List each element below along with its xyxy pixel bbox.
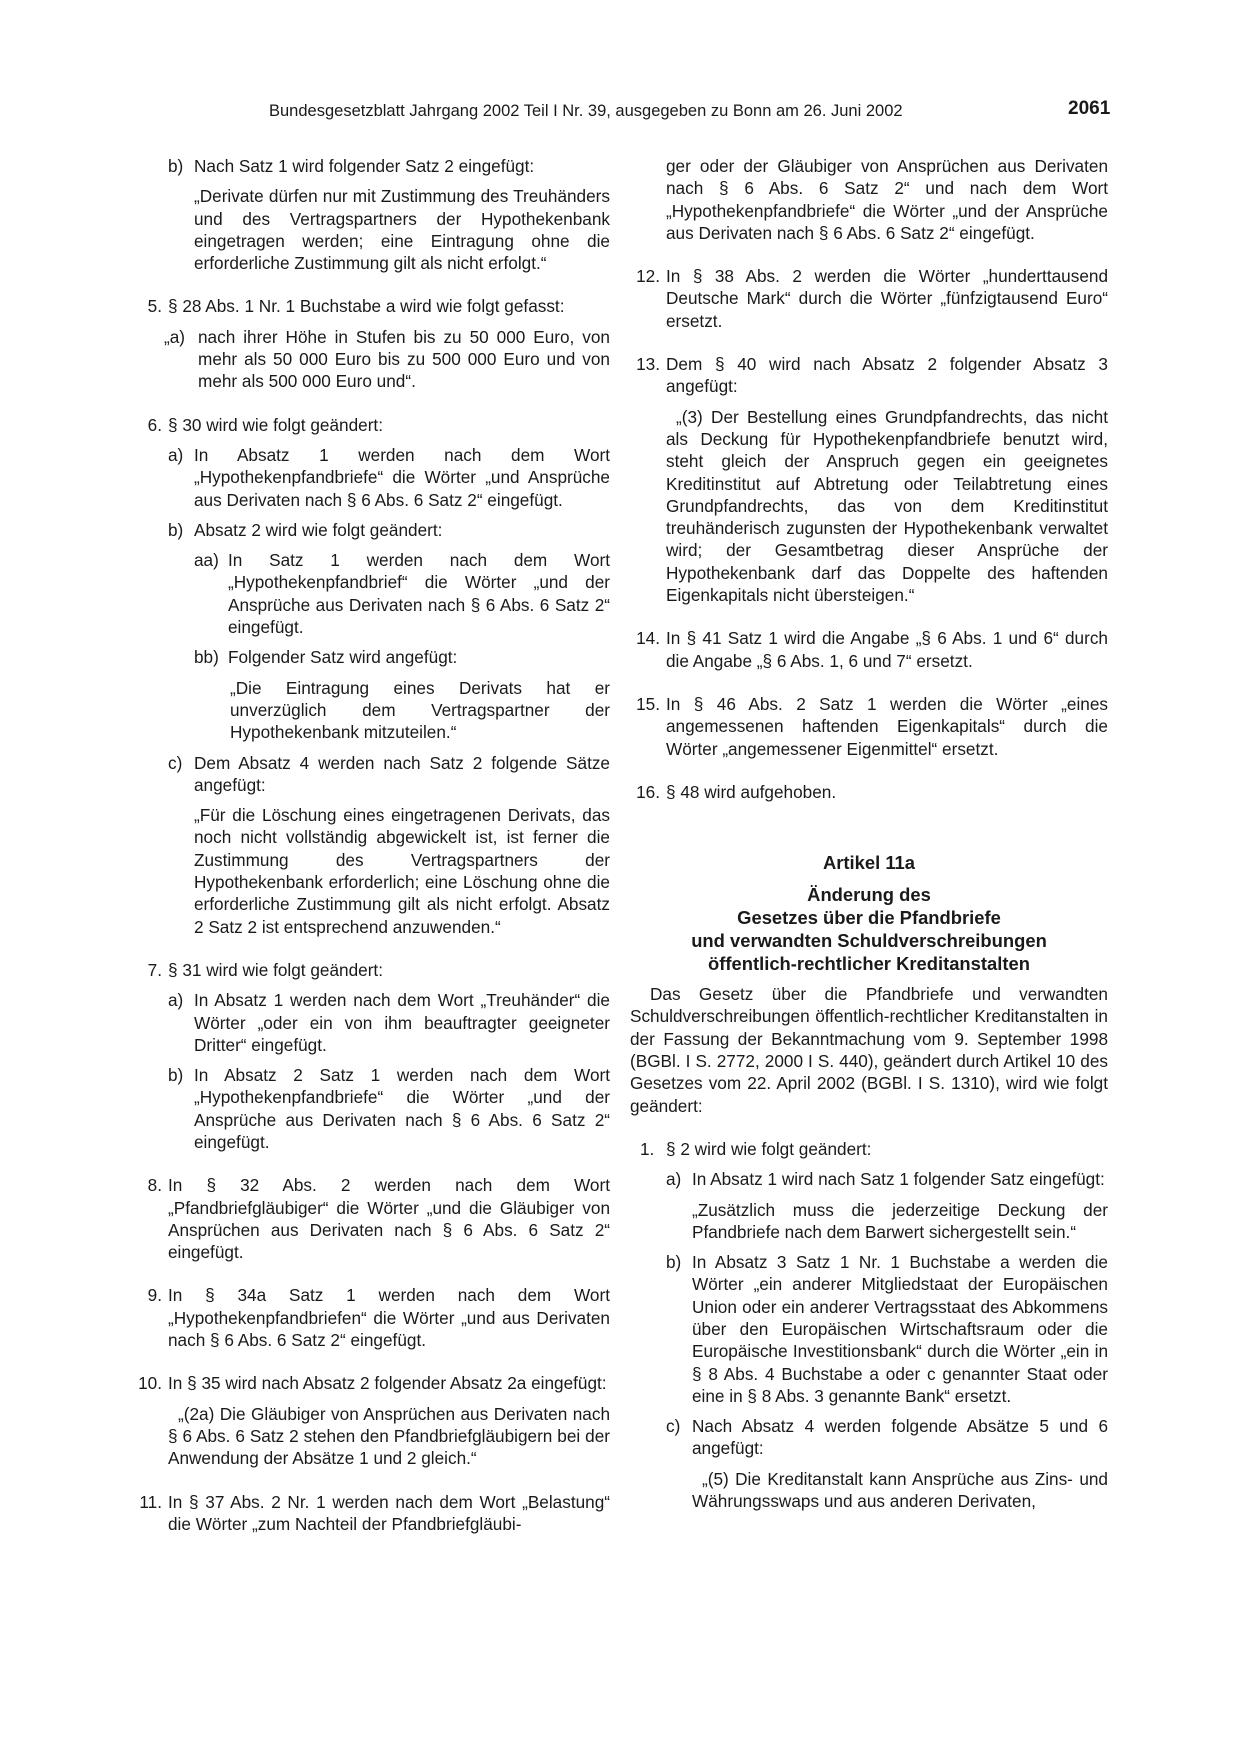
- item-number: 13.: [636, 354, 660, 375]
- list-item: [630, 353, 1108, 398]
- item-text: In Absatz 1 werden nach dem Wort „Treuhänder“ die Wörter „oder ein von ihm beauftragter geeigneter Dritter“ eingefügt.: [194, 990, 610, 1055]
- item-number: 12.: [636, 266, 660, 287]
- list-item: [168, 1064, 610, 1153]
- item-text: Absatz 2 wird wie folgt geändert:: [194, 519, 443, 540]
- article-title-line: Gesetzes über die Pfandbriefe: [737, 907, 1001, 929]
- list-item: [194, 549, 610, 638]
- item-number: 15.: [636, 693, 660, 714]
- list-item: [666, 1168, 1108, 1190]
- list-item: [630, 693, 1108, 760]
- item-number: 14.: [636, 628, 660, 649]
- page-header: [0, 98, 1240, 128]
- article-intro: Das Gesetz über die Pfandbriefe und verwandten Schuldverschreibungen öffentlich-rechtlicher Kreditanstalten in der Fassung der Bekanntmachung vom 9. September 1998 (BGBl. I S. 2772, 2000 I S. 440), geändert durch Artikel 10 des Gesetzes vom 22. April 2002 (BGBl. I S. 1310), wird wie folgt geändert:: [630, 984, 1108, 1116]
- page-number: 2061: [1068, 98, 1111, 119]
- item-text: In Absatz 1 werden nach dem Wort „Hypothekenpfandbriefe“ die Wörter „und Ansprüche aus Derivaten nach § 6 Abs. 6 Satz 2“ eingefügt.: [194, 444, 610, 510]
- item-text: § 30 wird wie folgt geändert:: [168, 414, 383, 435]
- item-text: In Absatz 2 Satz 1 werden nach dem Wort „Hypothekenpfandbriefe“ die Wörter „und der Ansprüche aus Derivaten nach § 6 Abs. 6 Satz 2“ eingefügt.: [194, 1065, 610, 1152]
- list-item: [666, 1415, 1108, 1460]
- article-title-line: und verwandten Schuldverschreibungen: [691, 930, 1047, 952]
- item-number: 6.: [147, 414, 162, 435]
- item-number: 10.: [138, 1373, 162, 1394]
- item-text: In Absatz 3 Satz 1 Nr. 1 Buchstabe a werden die Wörter „ein anderer Mitgliedstaat der Europäischen Union oder ein anderer Vertragsstaat des Abkommens über den Europäischen Wirtschaftsraum oder die Europäische Investitionsbank“ durch die Wörter „ein in § 8 Abs. 4 Buchstabe a oder c genannter Staat oder eine in § 8 Abs. 3 genannte Bank“ ersetzt.: [692, 1252, 1108, 1406]
- item-text: In § 34a Satz 1 werden nach dem Wort „Hypothekenpfandbriefen“ die Wörter „und aus Derivaten nach § 6 Abs. 6 Satz 2“ eingefügt.: [168, 1285, 610, 1351]
- item-text: Dem Absatz 4 werden nach Satz 2 folgende Sätze angefügt:: [194, 752, 610, 795]
- item-label: a): [666, 1169, 682, 1190]
- article-label: Artikel 11a: [822, 852, 915, 874]
- item-text: Folgender Satz wird angefügt:: [228, 647, 458, 668]
- list-item: [132, 295, 610, 317]
- item-number: 5.: [147, 296, 162, 317]
- article-title-line: Änderung des: [807, 884, 931, 906]
- list-item: [132, 1372, 610, 1394]
- item-label: a): [168, 990, 184, 1011]
- list-item: [194, 646, 610, 668]
- list-item: [168, 752, 610, 797]
- item-label: c): [666, 1416, 681, 1437]
- right-column: [630, 155, 1108, 1512]
- item-label: b): [168, 156, 184, 176]
- article-title-line: öffentlich-rechtlicher Kreditanstalten: [708, 953, 1030, 975]
- quoted-text: „Für die Löschung eines eingetragenen Derivats, das noch nicht vollständig abgewickelt ist, ist ferner die Zustimmung des Vertragspartners der Hypothekenbank erforderlich; eine Löschung ohne die erforderliche Zustimmung gilt als nicht erfolgt. Absatz 2 Satz 2 ist entsprechend anzuwenden.“: [194, 805, 610, 937]
- list-item: [164, 326, 610, 393]
- list-item: [666, 1251, 1108, 1407]
- item-text: In § 46 Abs. 2 Satz 1 werden die Wörter „eines angemessenen haftenden Eigenkapitals“ durch die Wörter „angemessener Eigenmittel“ ersetzt.: [666, 693, 1108, 759]
- list-item: [132, 1284, 610, 1351]
- item-label: bb): [194, 647, 219, 668]
- list-item: [168, 155, 610, 177]
- gazette-title: Bundesgesetzblatt Jahrgang 2002 Teil I Nr. 39, ausgegeben zu Bonn am 26. Juni 2002: [269, 102, 903, 120]
- list-item: [630, 627, 1108, 672]
- item-number: 16.: [636, 781, 660, 802]
- item-label: b): [168, 519, 184, 540]
- item-text: Nach Satz 1 wird folgender Satz 2 eingefügt:: [194, 156, 535, 176]
- quoted-text: „Zusätzlich muss die jederzeitige Deckung der Pfandbriefe nach dem Barwert sichergestellt sein.“: [692, 1199, 1108, 1242]
- list-item: [132, 1174, 610, 1263]
- item-number: 7.: [147, 959, 162, 980]
- item-text: nach ihrer Höhe in Stufen bis zu 50 000 Euro, von mehr als 50 000 Euro bis zu 500 000 Euro und von mehr als 500 000 Euro und“.: [198, 326, 610, 392]
- item-text: In Absatz 1 wird nach Satz 1 folgender Satz eingefügt:: [692, 1169, 1105, 1190]
- quoted-text: „(5) Die Kreditanstalt kann Ansprüche aus Zins- und Währungsswaps und aus anderen Derivaten,: [692, 1468, 1108, 1512]
- item-text: In § 41 Satz 1 wird die Angabe „§ 6 Abs. 1 und 6“ durch die Angabe „§ 6 Abs. 1, 6 und 7“ ersetzt.: [666, 628, 1108, 671]
- article-heading: [630, 851, 1108, 975]
- item-label: „a): [164, 326, 186, 347]
- list-item: [132, 1491, 610, 1536]
- item-text: In § 38 Abs. 2 werden die Wörter „hunderttausend Deutsche Mark“ durch die Wörter „fünfzigtausend Euro“ ersetzt.: [666, 266, 1108, 331]
- item-text: § 48 wird aufgehoben.: [666, 781, 837, 802]
- list-item: [630, 265, 1108, 332]
- list-item: [132, 414, 610, 436]
- quoted-text: „(2a) Die Gläubiger von Ansprüchen aus Derivaten nach § 6 Abs. 6 Satz 2 stehen den Pfandbriefgläubigern bei der Anwendung der Absätze 1 und 2 gleich.“: [168, 1403, 610, 1469]
- list-item: [168, 989, 610, 1056]
- item-number: 9.: [147, 1285, 162, 1306]
- quoted-text: „(3) Der Bestellung eines Grundpfandrechts, das nicht als Deckung für Hypothekenpfandbriefe benutzt wird, steht gleich der Anspruch gegen ein geeignetes Kreditinstitut auf Abtretung oder Teilabtretung eines Grundpfandrechts, das von dem Kreditinstitut treuhänderisch zugunsten der Hypothekenbank verwaltet wird; der Gesamtbetrag dieser Ansprüche der Hypothekenbank darf das Doppelte des haftenden Eigenkapitals nicht übersteigen.“: [666, 406, 1108, 606]
- item-label: a): [168, 444, 184, 465]
- left-column: [132, 155, 610, 1535]
- item-text: Nach Absatz 4 werden folgende Absätze 5 und 6 angefügt:: [692, 1416, 1108, 1459]
- item-label: b): [666, 1252, 682, 1273]
- continued-text: ger oder der Gläubiger von Ansprüchen aus Derivaten nach § 6 Abs. 6 Satz 2“ und nach dem Wort „Hypothekenpfandbriefe“ die Wörter „und der Ansprüche aus Derivaten nach § 6 Abs. 6 Satz 2“ eingefügt.: [666, 156, 1108, 243]
- quoted-text: „Derivate dürfen nur mit Zustimmung des Treuhänders und des Vertragspartners der Hypothekenbank eingetragen werden; eine Eintragung ohne die erforderliche Zustimmung gilt als nicht erfolgt.“: [194, 186, 610, 274]
- item-text: § 2 wird wie folgt geändert:: [666, 1138, 872, 1159]
- item-text: Dem § 40 wird nach Absatz 2 folgender Absatz 3 angefügt:: [666, 354, 1108, 397]
- item-number: 1.: [640, 1138, 655, 1159]
- list-item: [630, 781, 1108, 803]
- item-text: § 28 Abs. 1 Nr. 1 Buchstabe a wird wie folgt gefasst:: [168, 296, 565, 317]
- item-label: c): [168, 752, 183, 773]
- item-label: b): [168, 1065, 184, 1086]
- item-number: 8.: [147, 1175, 162, 1196]
- item-text: In Satz 1 werden nach dem Wort „Hypothekenpfandbrief“ die Wörter „und der Ansprüche aus Derivaten nach § 6 Abs. 6 Satz 2“ eingefügt.: [228, 550, 610, 638]
- item-label: aa): [194, 550, 219, 571]
- quoted-text: „Die Eintragung eines Derivats hat er unverzüglich dem Vertragspartner der Hypothekenbank mitzuteilen.“: [230, 677, 610, 743]
- item-text: In § 37 Abs. 2 Nr. 1 werden nach dem Wort „Belastung“ die Wörter „zum Nachteil der Pfandbriefgläubi-: [168, 1491, 610, 1534]
- item-text: In § 32 Abs. 2 werden nach dem Wort „Pfandbriefgläubiger“ die Wörter „und die Gläubiger von Ansprüchen aus Derivaten nach § 6 Abs. 6 Satz 2“ eingefügt.: [168, 1175, 610, 1263]
- item-text: § 31 wird wie folgt geändert:: [168, 959, 383, 980]
- item-number: 11.: [139, 1491, 162, 1512]
- list-item: [168, 444, 610, 511]
- list-item: [640, 1138, 1108, 1160]
- list-item: [168, 519, 610, 541]
- list-item: [132, 959, 610, 981]
- item-text: In § 35 wird nach Absatz 2 folgender Absatz 2a eingefügt:: [168, 1373, 607, 1394]
